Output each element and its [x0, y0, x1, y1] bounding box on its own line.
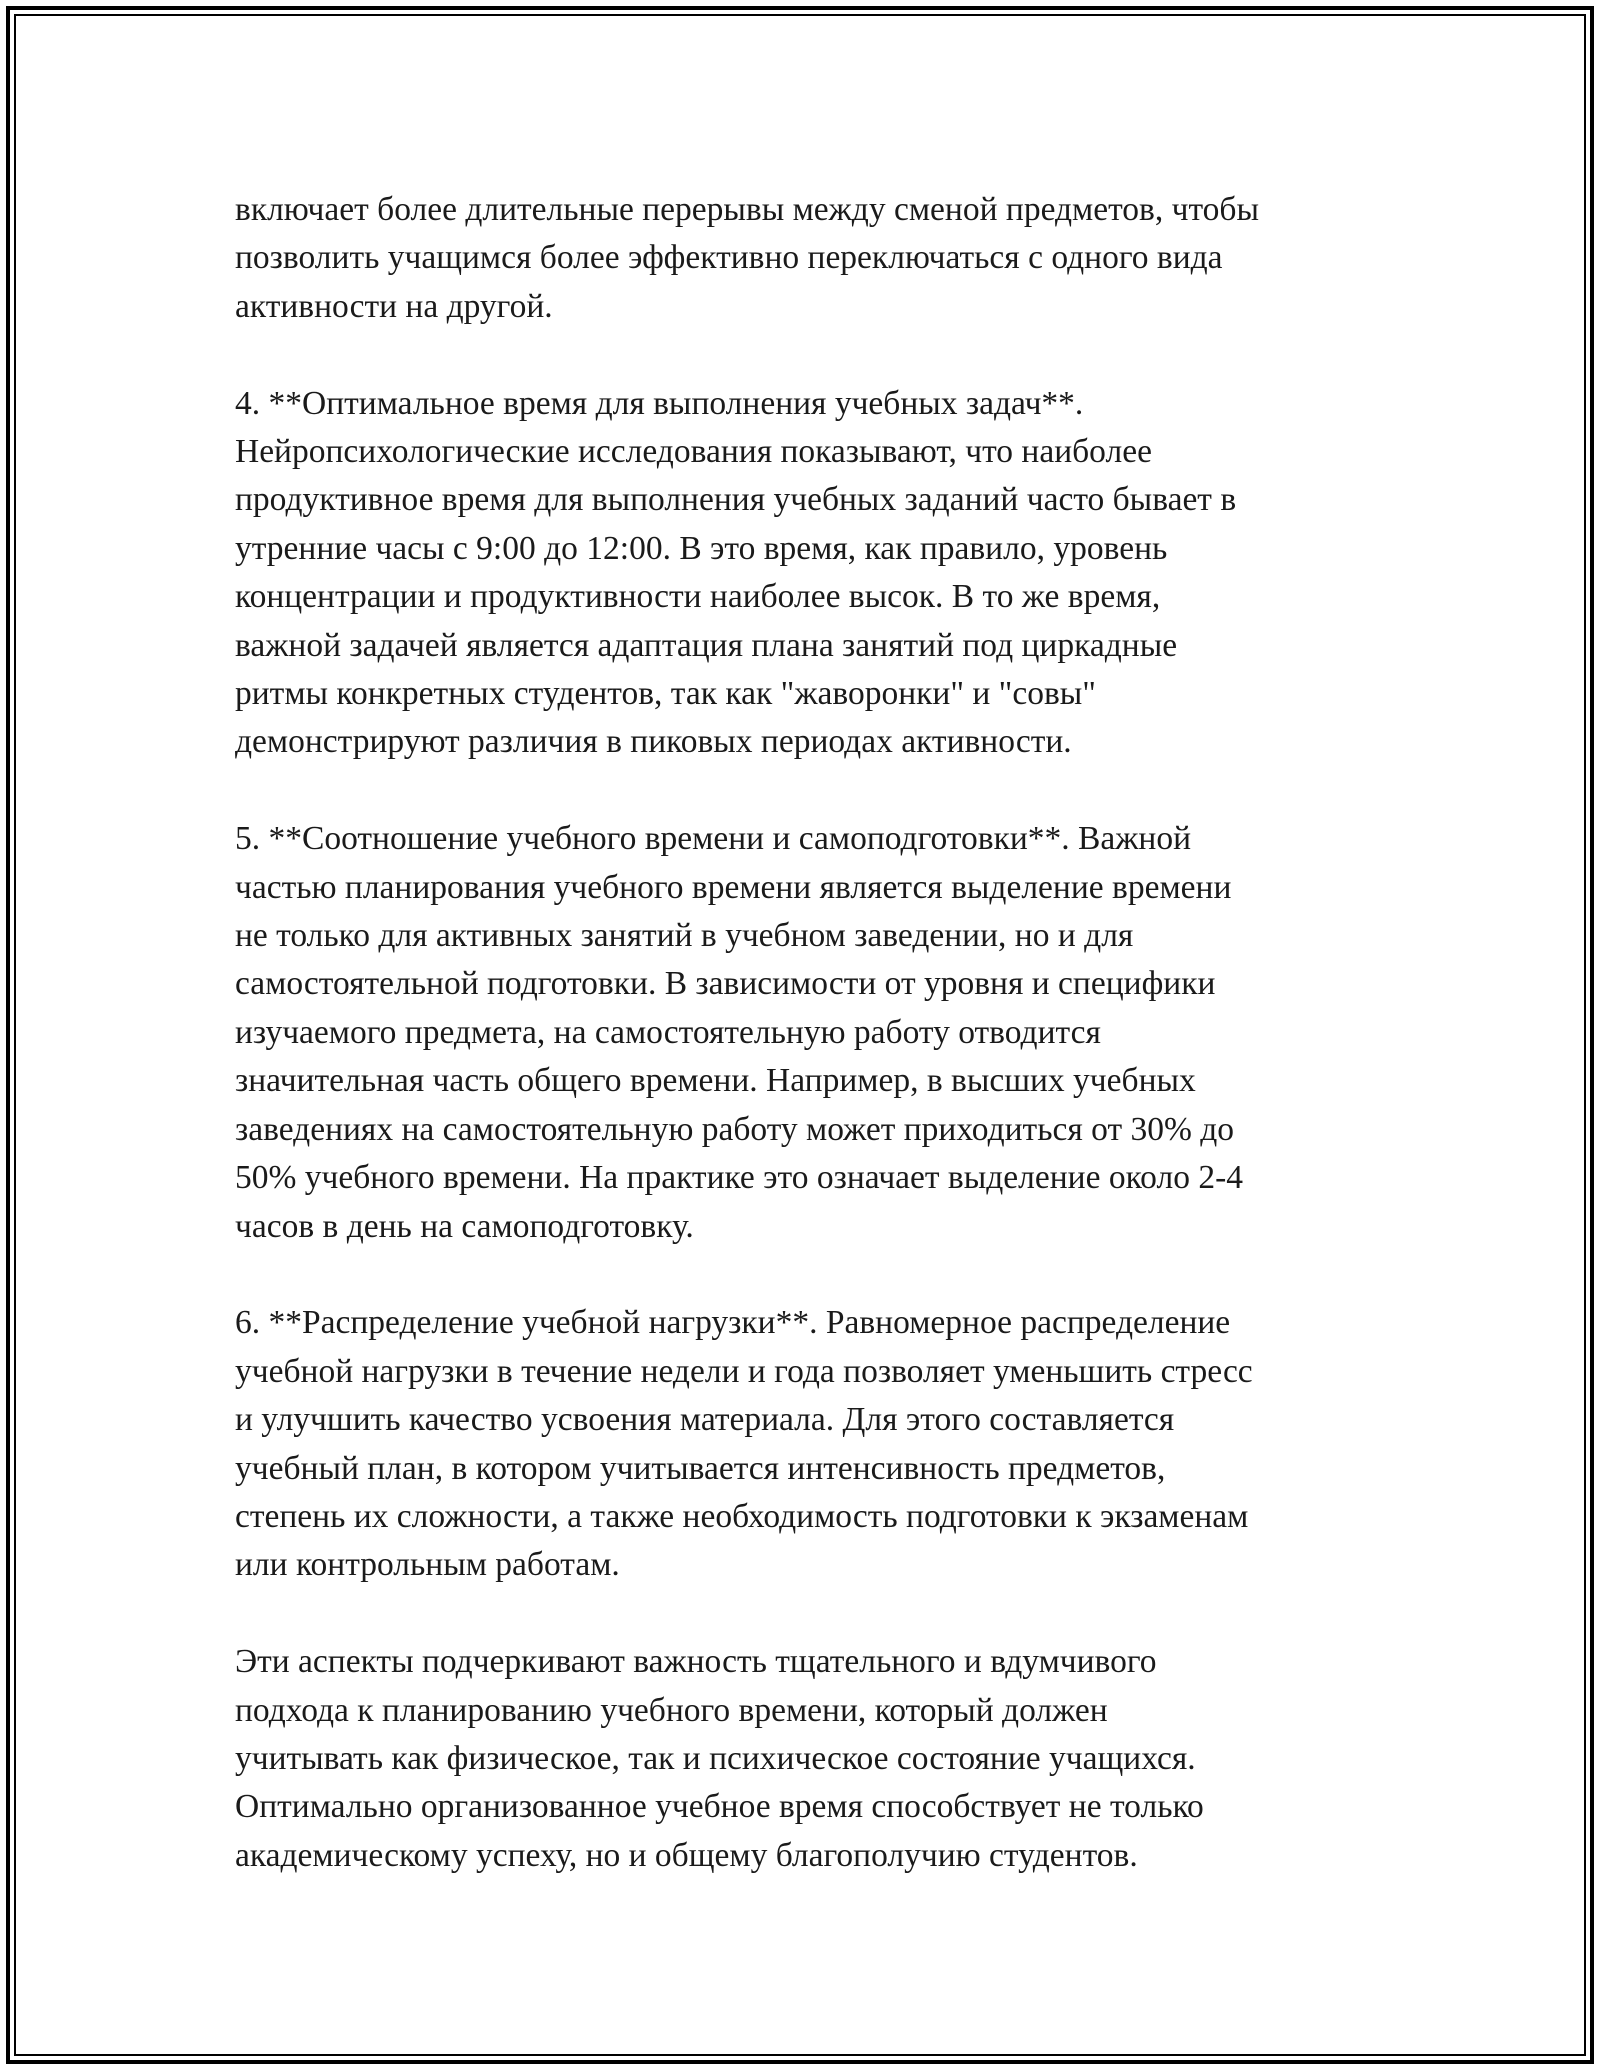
paragraph-item-4 — [235, 380, 1400, 767]
text-line: Нейропсихологические исследования показывают, что наиболее — [235, 433, 1152, 471]
text-line: учитывать как физическое, так и психическое состояние учащихся. — [235, 1739, 1196, 1777]
text-line: продуктивное время для выполнения учебных заданий часто бывает в — [235, 481, 1237, 519]
text-line: значительная часть общего времени. Например, в высших учебных — [235, 1062, 1196, 1100]
text-line: и улучшить качество усвоения материала. Для этого составляется — [235, 1401, 1175, 1439]
document-body — [235, 186, 1400, 1880]
text-line: заведениях на самостоятельную работу может приходиться от 30% до — [235, 1110, 1235, 1148]
text-line: позволить учащимся более эффективно переключаться с одного вида — [235, 239, 1223, 277]
text-line: или контрольным работам. — [235, 1546, 620, 1584]
text-line: 50% учебного времени. На практике это означает выделение около 2-4 — [235, 1159, 1243, 1197]
text-line: учебный план, в котором учитывается интенсивность предметов, — [235, 1449, 1166, 1487]
text-line: часов в день на самоподготовку. — [235, 1207, 694, 1245]
text-line: изучаемого предмета, на самостоятельную работу отводится — [235, 1013, 1101, 1051]
text-line: 5. **Соотношение учебного времени и самоподготовки**. Важной — [235, 820, 1191, 858]
text-line: 6. **Распределение учебной нагрузки**. Равномерное распределение — [235, 1304, 1231, 1342]
paragraph-continuation — [235, 186, 1400, 331]
text-line: Эти аспекты подчеркивают важность тщательного и вдумчивого — [235, 1643, 1157, 1681]
paragraph-conclusion — [235, 1638, 1400, 1880]
text-line: не только для активных занятий в учебном заведении, но и для — [235, 917, 1134, 955]
text-line: 4. **Оптимальное время для выполнения учебных задач**. — [235, 384, 1084, 422]
text-line: важной задачей является адаптация плана занятий под циркадные — [235, 626, 1178, 664]
text-line: Оптимально организованное учебное время способствует не только — [235, 1788, 1204, 1826]
text-line: подхода к планированию учебного времени, который должен — [235, 1691, 1108, 1729]
paragraph-item-5 — [235, 815, 1400, 1251]
text-line: ритмы конкретных студентов, так как "жаворонки" и "совы" — [235, 675, 1096, 713]
text-line: концентрации и продуктивности наиболее высок. В то же время, — [235, 578, 1161, 616]
text-line: включает более длительные перерывы между сменой предметов, чтобы — [235, 191, 1259, 228]
paragraph-item-6 — [235, 1299, 1400, 1589]
text-line: активности на другой. — [235, 287, 553, 325]
text-line: демонстрируют различия в пиковых периодах активности. — [235, 723, 1072, 761]
text-line: степень их сложности, а также необходимость подготовки к экзаменам — [235, 1497, 1249, 1535]
text-line: самостоятельной подготовки. В зависимости от уровня и специфики — [235, 965, 1216, 1003]
text-line: академическому успеху, но и общему благополучию студентов. — [235, 1836, 1138, 1874]
text-line: утренние часы с 9:00 до 12:00. В это время, как правило, уровень — [235, 529, 1168, 567]
text-line: учебной нагрузки в течение недели и года позволяет уменьшить стресс — [235, 1352, 1253, 1390]
text-line: частью планирования учебного времени является выделение времени — [235, 868, 1232, 906]
